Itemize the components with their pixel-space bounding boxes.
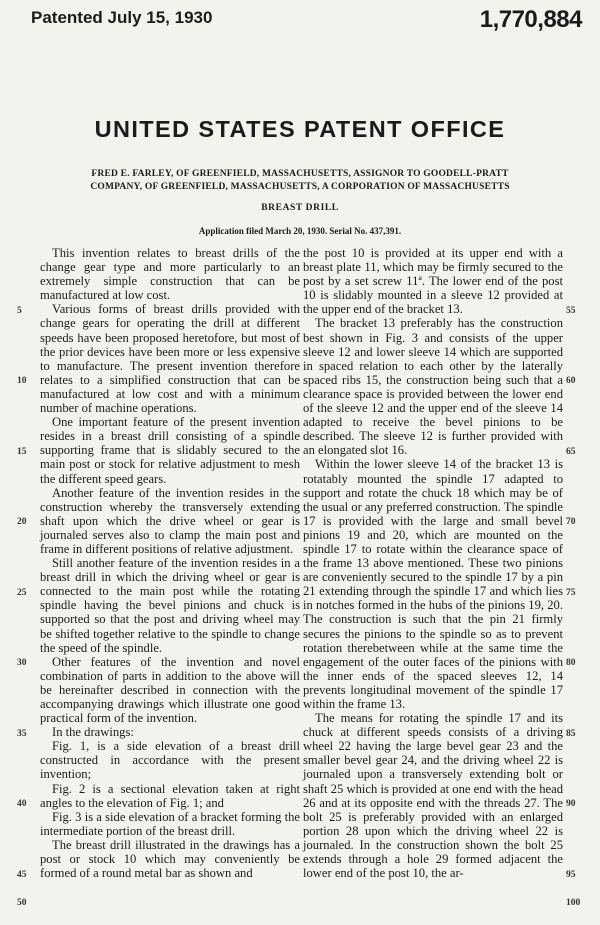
inventor-line-1: FRED E. FARLEY, OF GREENFIELD, MASSACHUSETTS, ASSIGNOR TO GOODELL-PRATT (91, 169, 509, 179)
line-number: 25 (17, 588, 27, 598)
patent-date: Patented July 15, 1930 (31, 8, 213, 27)
paragraph: In the drawings: (52, 725, 134, 740)
paragraph: The breast drill illustrated in the drawings has a post or stock 10 which may conveniently be formed of a round metal bar as shown and (40, 837, 300, 881)
line-number: 35 (17, 729, 27, 739)
office-heading: UNITED STATES PATENT OFFICE (94, 116, 506, 142)
paragraph: the post 10 is provided at its upper end with a breast plate 11, which may be firmly secured to the post by a set screw 11ª. The lower end of the post 10 is slidably mounted in a sleeve 12 provided at the upper end of the bracket 13. (303, 246, 563, 317)
line-number: 5 (17, 306, 22, 316)
line-number: 10 (17, 376, 27, 386)
paragraph: One important feature of the present invention resides in a breast drill consisting of a spindle supporting frame that is slidably secured to the main post or stock for relative adjustment to mesh the different speed gears. (40, 415, 300, 486)
line-number: 50 (17, 898, 27, 908)
line-number: 80 (566, 658, 576, 668)
paragraph: Fig. 1, is a side elevation of a breast drill constructed in accordance with the present invention; (40, 739, 300, 782)
paragraph: Within the lower sleeve 14 of the bracket 13 is rotatably mounted the spindle 17 adapted to support and rotate the chuck 18 which may be of the usual or any preferred construction. The spindle 17 is provided with the large and small bevel pinions 19 and 20, which are mounted on the spindle 17 to rotate within the clearance space of the frame 13 above mentioned. These two pinions are conveniently secured to the spindle 17 by a pin 21 extending through the spindle 17 and which lies in notches formed in the hubs of the pinions 19, 20. The construction is such that the pin 21 firmly secures the pinions to the spindle so as to prevent rotation therebetween while at the same time the engagement of the outer faces of the pinions with the inner ends of the spaced sleeves 12, 14 prevents longitudinal movement of the spindle 17 within the frame 13. (303, 457, 563, 711)
paragraph: Still another feature of the invention resides in a breast drill in which the driving wheel or gear is connected to the main post while the rotating spindle having the bevel pinions and chuck is supported so that the post and driving wheel may be shifted together relative to the spindle to change the speed of the spindle. (40, 556, 300, 655)
paragraph: The bracket 13 preferably has the construction best shown in Fig. 3 and consists of the upper sleeve 12 and lower sleeve 14 which are supported in spaced relation to each other by the laterally spaced ribs 15, the construction being such that a clearance space is provided between the lower end of the sleeve 12 and the upper end of the sleeve 14 adapted to receive the bevel pinions to be described. The sleeve 12 is further provided with an elongated slot 16. (303, 316, 563, 458)
line-number: 65 (566, 447, 576, 457)
line-number: 15 (17, 447, 27, 457)
paragraph: Fig. 3 is a side elevation of a bracket forming the intermediate portion of the breast drill. (40, 809, 300, 838)
left-column (40, 246, 300, 880)
invention-title: BREAST DRILL (261, 203, 339, 213)
paragraph: Fig. 2 is a sectional elevation taken at right angles to the elevation of Fig. 1; and (40, 781, 300, 810)
paragraph: This invention relates to breast drills of the change gear type and more particularly to an extremely simple construction that can be manufactured at low cost. (40, 246, 300, 303)
line-number: 30 (17, 658, 27, 668)
line-number: 90 (566, 799, 576, 809)
line-number: 60 (566, 376, 576, 386)
paragraph: Other features of the invention and novel combination of parts in addition to the above will be hereinafter described in connection with the accompanying drawings which illustrate one good practical form of the invention. (40, 654, 300, 726)
paragraph: The means for rotating the spindle 17 and its chuck at different speeds consists of a driving wheel 22 having the large bevel gear 23 and the smaller bevel gear 24, and the driving wheel 22 is journaled upon a transversely extending bolt or shaft 25 which is provided at one end with the head 26 and at its opposite end with the threads 27. The bolt 25 is preferably provided with an enlarged portion 28 upon which the driving wheel 22 is journaled. In the construction shown the bolt 25 extends through a hole 29 formed adjacent the lower end of the post 10, the ar- (303, 711, 563, 881)
paragraph: Another feature of the invention resides in the construction whereby the transversely extending shaft upon which the drive wheel or gear is journaled serves also to clamp the main post and frame in different positions of relative adjustment. (40, 485, 300, 556)
line-number: 70 (566, 517, 576, 527)
inventor-line-2: COMPANY, OF GREENFIELD, MASSACHUSETTS, A CORPORATION OF MASSACHUSETTS (90, 182, 510, 192)
inventor-block (20, 168, 580, 194)
right-column (303, 246, 563, 880)
line-number: 20 (17, 517, 27, 527)
line-number: 100 (566, 898, 581, 908)
paragraph: Various forms of breast drills provided with change gears for operating the drill at different speeds have been proposed heretofore, but most of the prior devices have been more or less expensive to manufacture. The present invention therefore relates to a simplified construction that can be manufactured at low cost and with a minimum number of machine operations. (40, 302, 300, 416)
line-number: 45 (17, 870, 27, 880)
line-number: 40 (17, 799, 27, 809)
patent-number: 1,770,884 (479, 6, 582, 33)
application-filed: Application filed March 20, 1930. Serial No. 437,391. (198, 226, 402, 236)
line-number: 95 (566, 870, 576, 880)
line-number: 55 (566, 306, 576, 316)
line-number: 75 (566, 588, 576, 598)
line-number: 85 (566, 729, 576, 739)
